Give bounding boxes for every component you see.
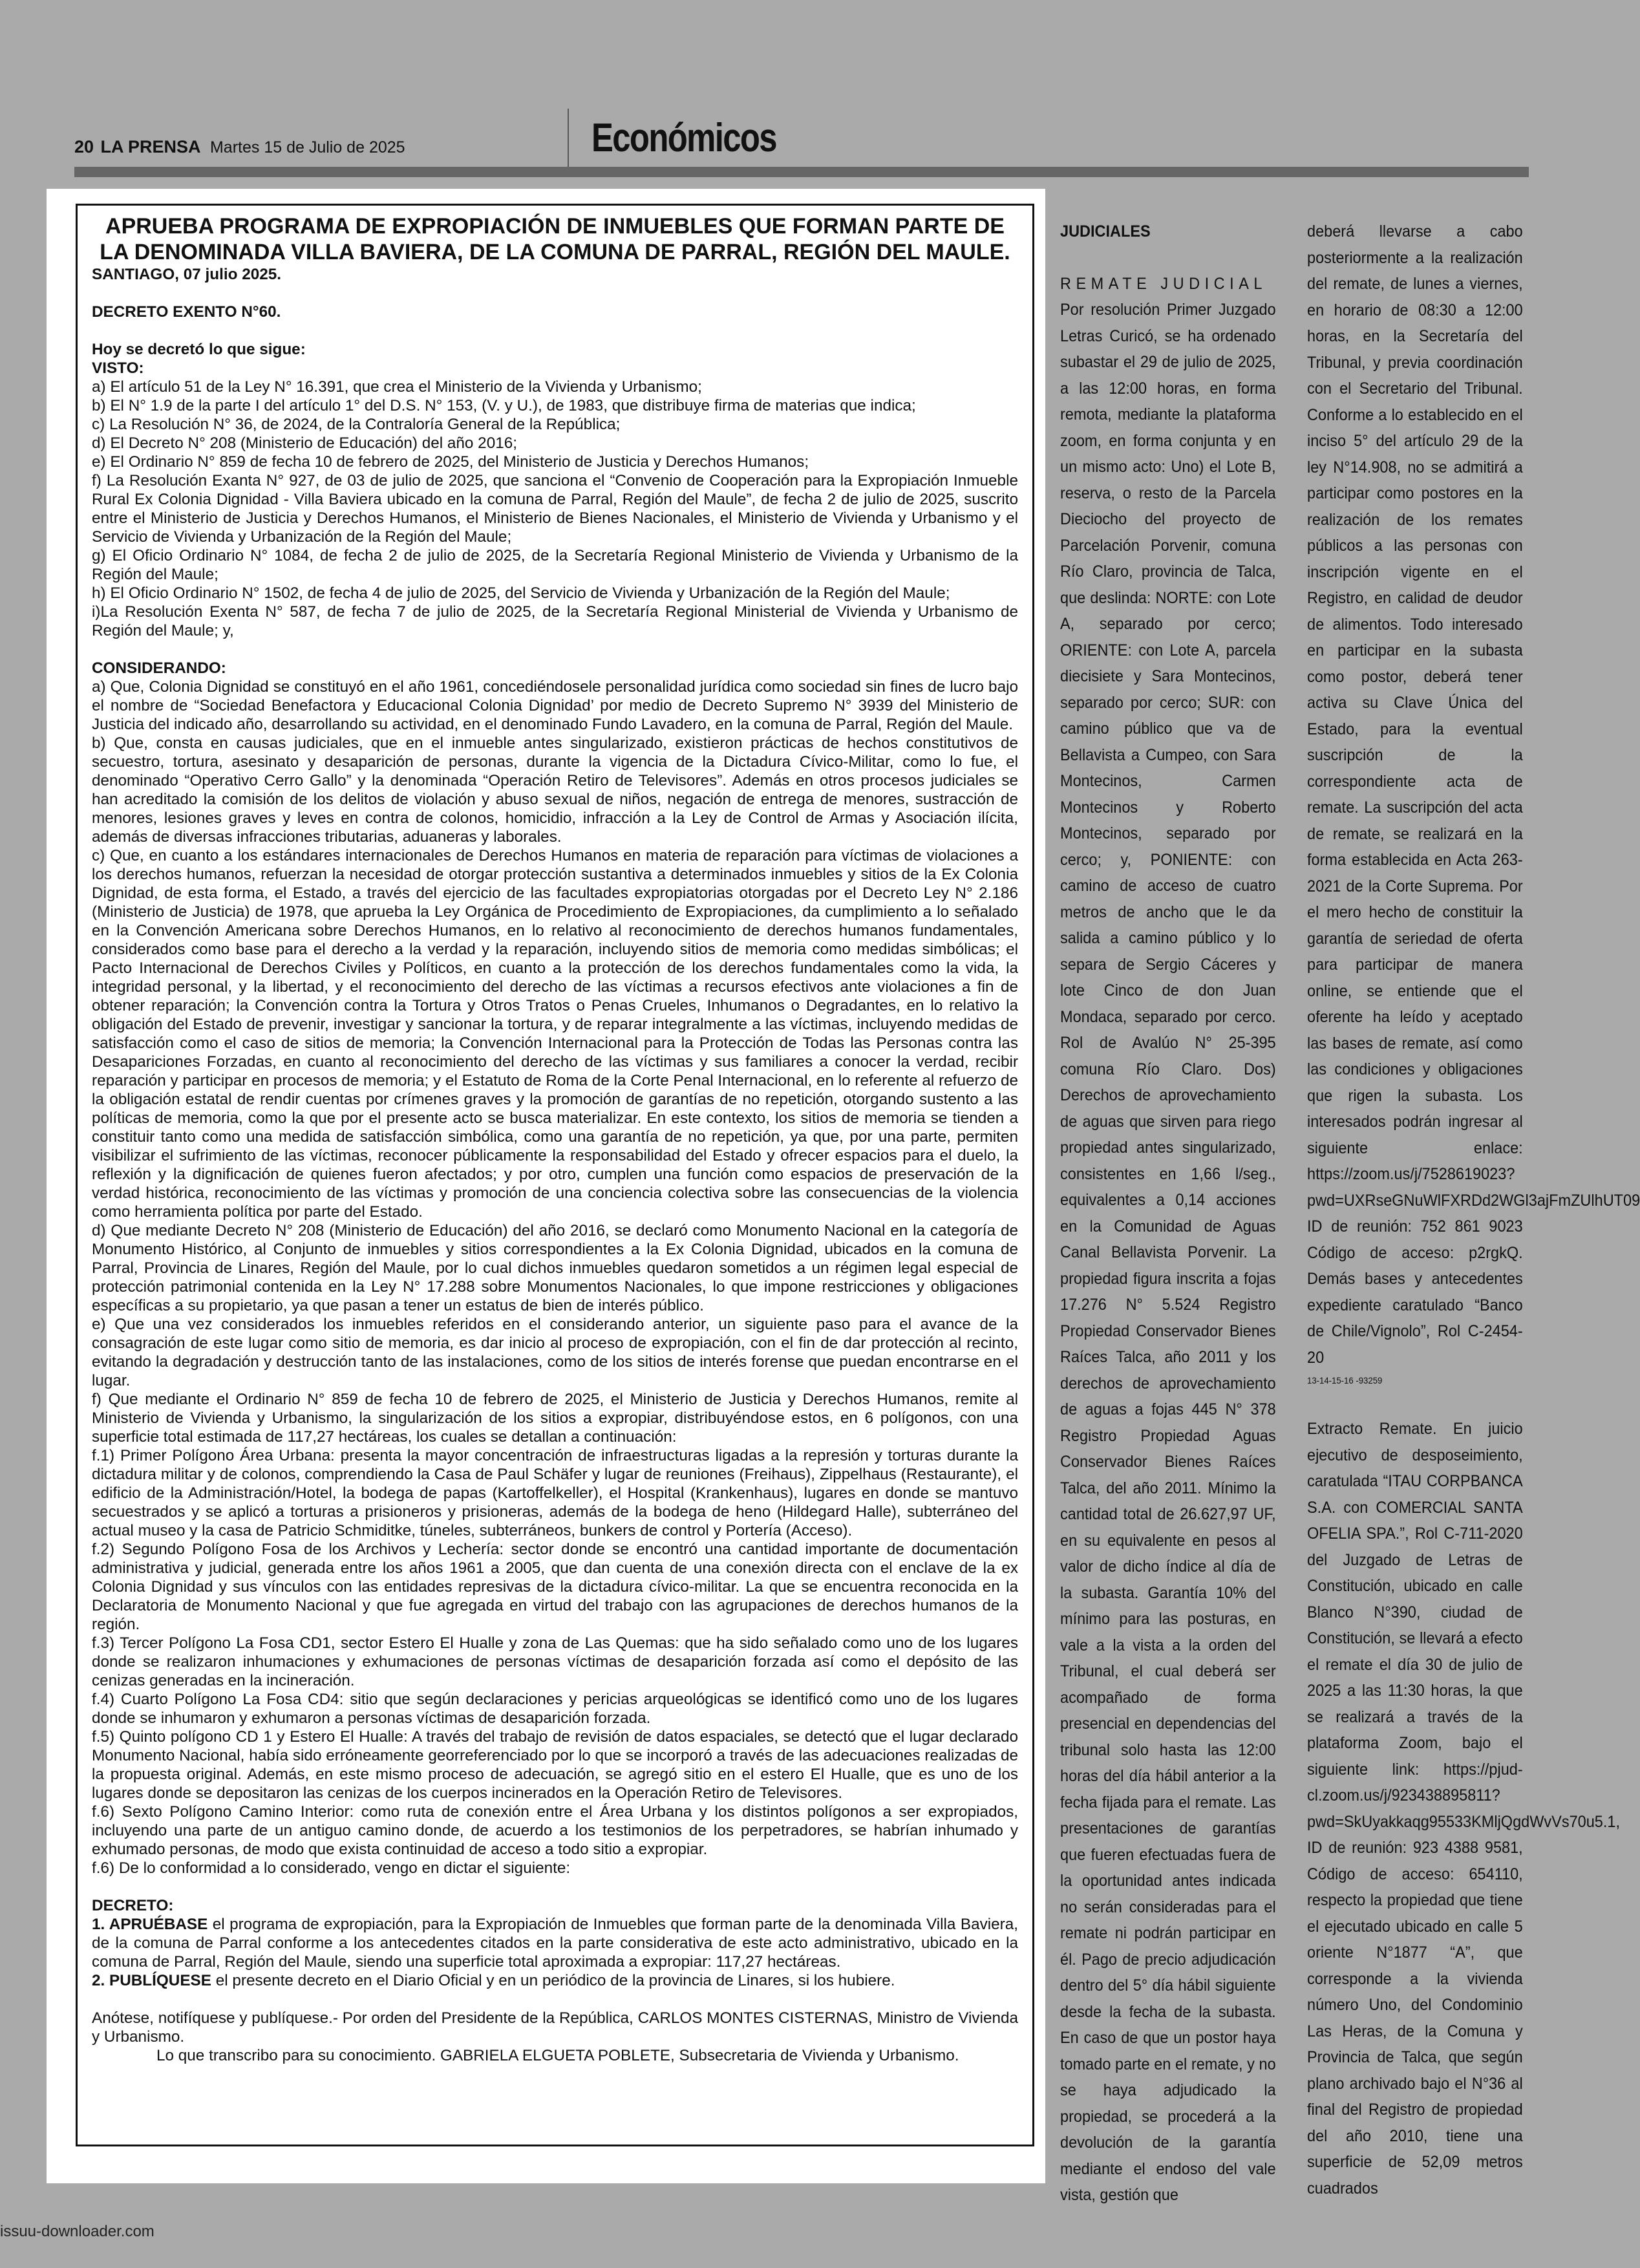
visto-item: c) La Resolución N° 36, de 2024, de la Contraloría General de la República; bbox=[92, 416, 621, 433]
decreto-article-2-text: el presente decreto en el Diario Oficial y en un periódico de la provincia de Linares, si los hubiere. bbox=[211, 1972, 895, 1989]
considerando-item: a) Que, Colonia Dignidad se constituyó en el año 1961, concediéndosele personalidad jurídica como sociedad sin fines de lucro bajo el nombre de “Sociedad Benefactora y Educacional Colonia Dignidad’ por medio de Decreto Supremo N° 3939 del Ministerio de Justicia del indicado año, desarrollando su actividad, en el denominado Fundo Lavadero, en la comuna de Parral, Región del Maule. bbox=[92, 678, 1018, 733]
section-title: Económicos bbox=[591, 116, 776, 160]
considerando-item: c) Que, en cuanto a los estándares internacionales de Derechos Humanos en materia de reparación para víctimas de violaciones a los derechos humanos, refuerzan la necesidad de otorgar protección sustantiva a determinados inmuebles y sitios de la Ex Colonia Dignidad, de esta forma, el Estado, a través del ejercicio de las facultades expropiatorias otorgadas por el Decreto Ley N° 2.186 (Ministerio de Justicia) de 1978, que aprueba la Ley Orgánica de Procedimiento de Expropiaciones, da cumplimiento a lo señalado en la Convención Americana sobre Derechos Humanos, en lo relativo al reconocimiento de derechos humanos fundamentales, considerados como base para el derecho a la verdad y la reparación, incluyendo sitios de memoria como medidas simbólicas; el Pacto Internacional de Derechos Civiles y Políticos, en cuanto a la protección de los derechos fundamentales como la vida, la integridad personal, y la libertad, y el reconocimiento del derecho de las víctimas a recursos efectivos ante violaciones a fin de obtener reparación; la Convención contra la Tortura y Otros Tratos o Penas Crueles, Inhumanos o Degradantes, en lo relativo la obligación del Estado de prevenir, investigar y sancionar la tortura, y de reparar integralmente a las víctimas, incluyendo medidas de satisfacción como el caso de sitios de memoria; la Convención Internacional para la Protección de Todas las Personas contra las Desapariciones Forzadas, en cuanto al reconocimiento del derecho de las víctimas y sus familiares a conocer la verdad, recibir reparación y participar en procesos de memoria; y el Estatuto de Roma de la Corte Penal Internacional, en lo referente al refuerzo de la obligación estatal de rendir cuentas por crímenes graves y la promoción de garantías de no repetición, otorgando sustento a las políticas de memoria, como la que por el presente acto se busca materializar. En este contexto, los sitios de memoria se tienden a constituir tanto como una medida de satisfacción simbólica, como una garantía de no repetición, ya que, por una parte, permiten visibilizar el sufrimiento de las víctimas, reconocer públicamente la responsabilidad del Estado y ofrecer espacios para el duelo, la reflexión y la dignificación de quienes fueron afectados; y por otro, cumplen una función como espacios de preservación de la verdad histórica, reconocimiento de las víctimas y promoción de una conciencia colectiva sobre las consecuencias de la violencia como herramienta política por parte del Estado. bbox=[92, 847, 1018, 1221]
considerando-item: f) Que mediante el Ordinario N° 859 de fecha 10 de febrero de 2025, el Ministerio de Justicia y Derechos Humanos, remite al Ministerio de Vivienda y Urbanismo, la singularización de los sitios a expropiar, distribuyéndose estos, en 6 polígonos, con una superficie total estimada de 117,27 hectáreas, los cuales se detallan a continuación: bbox=[92, 1391, 1018, 1446]
visto-label: VISTO: bbox=[92, 359, 144, 377]
header-rule bbox=[74, 167, 1529, 177]
considerando-label: CONSIDERANDO: bbox=[92, 659, 226, 677]
decree-title: APRUEBA PROGRAMA DE EXPROPIACIÓN DE INMUEBLES QUE FORMAN PARTE DE LA DENOMINADA VILLA BAVIERA, DE LA COMUNA DE PARRAL, REGIÓN DEL MAULE. bbox=[100, 214, 1010, 264]
decreto-article-2-lead: 2. PUBLÍQUESE bbox=[92, 1972, 211, 1989]
ad-reference-code: 13-14-15-16 -93259 bbox=[1307, 1375, 1383, 1385]
decree-place-date: SANTIAGO, 07 julio 2025. bbox=[92, 266, 281, 283]
decree-number: DECRETO EXENTO N°60. bbox=[92, 303, 281, 321]
decreto-article-1 bbox=[92, 1915, 1018, 1971]
decree-intro: Hoy se decretó lo que sigue: bbox=[92, 341, 306, 358]
considerando-item: f.1) Primer Polígono Área Urbana: presenta la mayor concentración de infraestructuras ligadas a la represión y torturas durante la dictadura militar y de colonos, comprendiendo la Casa de Paul Schäfer y lugar de reuniones (Freihaus), Zippelhaus (Restaurante), el edificio de la Administración/Hotel, la bodega de papas (Kartoffelkeller), el Hospital (Krankenhaus), lugares en donde se mantuvo secuestrados y se aplicó a torturas a prisioneros y prisioneras, además de la bodega de heno (Hildegard Halle), subterráneo del actual museo y la casa de Patricio Schmiditke, túneles, subterráneos, bunkers de control y Portería (Acceso). bbox=[92, 1447, 1018, 1539]
considerando-item: f.6) De lo conformidad a lo considerado, vengo en dictar el siguiente: bbox=[92, 1859, 571, 1877]
visto-item: f) La Resolución Exanta N° 927, de 03 de julio de 2025, que sanciona el “Convenio de Cooperación para la Expropiación Inmueble Rural Ex Colonia Dignidad - Villa Baviera ubicado en la comuna de Parral, Región del Maule”, de fecha 2 de julio de 2025, suscrito entre el Ministerio de Justicia y Derechos Humanos, el Ministerio de Bienes Nacionales, el Ministerio de Vivienda y Urbanismo y el Servicio de Vivienda y Urbanización de la Región del Maule; bbox=[92, 472, 1018, 546]
classifieds-column-2 bbox=[1307, 219, 1640, 2201]
decreto-label: DECRETO: bbox=[92, 1897, 174, 1914]
remate-label: REMATE JUDICIAL bbox=[1060, 274, 1267, 293]
considerando-item: f.4) Cuarto Polígono La Fosa CD4: sitio que según declaraciones y pericias arqueológicas se identificó como uno de los lugares donde se inhumaron y exhumaron a personas víctimas de desaparición forzada. bbox=[92, 1691, 1018, 1727]
considerando-item: b) Que, consta en causas judiciales, que en el inmueble antes singularizado, existieron prácticas de hechos constitutivos de secuestro, tortura, asesinato y desaparición de personas, durante la vigencia de la Dictadura Cívico-Militar, como lo fue, el denominado “Operativo Cerro Gallo” y la denominada “Operación Retiro de Televisores”. Además en otros procesos judiciales se han acreditado la comisión de los delitos de violación y abuso sexual de niños, negación de entrega de menores, sustracción de menores, lesiones graves y leves en contra de colonos, homicidio, infracción a la Ley de Control de Armas y Asociación ilícita, además de diversas infracciones tributarias, aduaneras y laborales. bbox=[92, 734, 1018, 846]
decree-content bbox=[92, 213, 1018, 2065]
visto-item: b) El N° 1.9 de la parte I del artículo 1° del D.S. N° 153, (V. y U.), de 1983, que distribuye firma de materias que indica; bbox=[92, 397, 916, 414]
judiciales-heading: JUDICIALES bbox=[1060, 222, 1151, 241]
publication-name: LA PRENSA bbox=[100, 137, 201, 156]
header-divider bbox=[568, 109, 569, 167]
visto-item: e) El Ordinario N° 859 de fecha 10 de febrero de 2025, del Ministerio de Justicia y Derechos Humanos; bbox=[92, 453, 809, 471]
page-header bbox=[74, 137, 405, 157]
visto-item: g) El Oficio Ordinario N° 1084, de fecha 2 de julio de 2025, de la Secretaría Regional Ministerio de Vivienda y Urbanismo de la Región del Maule; bbox=[92, 547, 1018, 583]
visto-item: i)La Resolución Exenta N° 587, de fecha 7 de julio de 2025, de la Secretaría Regional Ministerial de Vivienda y Urbanismo de Región del Maule; y, bbox=[92, 603, 1018, 639]
page-number: 20 bbox=[74, 137, 94, 156]
considerando-item: f.5) Quinto polígono CD 1 y Estero El Hualle: A través del trabajo de revisión de datos espaciales, se detectó que el lugar declarado Monumento Nacional, había sido erróneamente georreferenciado por lo que se incorporó a través de las adecuaciones realizadas de la propuesta original. Además, en este mismo proceso de adecuación, se agregó sitio en el estero El Hualle, que es uno de los lugares donde se depositaron las cenizas de los cuerpos incinerados en la Operación Retiro de Televisores. bbox=[92, 1728, 1018, 1802]
visto-item: a) El artículo 51 de la Ley N° 16.391, que crea el Ministerio de la Vivienda y Urbanismo; bbox=[92, 378, 702, 396]
decree-transcribe: Lo que transcribo para su conocimiento. GABRIELA ELGUETA POBLETE, Subsecretaria de Vivienda y Urbanismo. bbox=[156, 2047, 959, 2064]
considerando-item: f.2) Segundo Polígono Fosa de los Archivos y Lechería: sector donde se encontró una cantidad importante de documentación administrativa y judicial, generada entre los años 1961 a 2005, que dan cuenta de una conexión directa con el enclave de la ex Colonia Dignidad y sus vínculos con las entidades represivas de la dictadura cívico-militar. La que se encuentra reconocida en la Declaratoria de Monumento Nacional y que fue agregada en virtud del trabajo con las agrupaciones de derechos humanos de la región. bbox=[92, 1541, 1018, 1633]
considerando-item: f.6) Sexto Polígono Camino Interior: como ruta de conexión entre el Área Urbana y los distintos polígonos a ser expropiados, incluyendo una parte de un antiguo camino donde, de acuerdo a los testimonios de los perpetradores, se habrían inhumado y exhumado personas, de modo que exista continuidad de acceso a todo sitio a expropiar. bbox=[92, 1803, 1018, 1858]
visto-item: d) El Decreto N° 208 (Ministerio de Educación) del año 2016; bbox=[92, 434, 517, 452]
decree-box bbox=[76, 204, 1034, 2146]
considerando-item: e) Que una vez considerados los inmuebles referidos en el considerando anterior, un siguiente paso para el avance de la consagración de este lugar como sitio de memoria, es dar inicio al proceso de expropiación, con el fin de dar protección al recinto, evitando la degradación y destrucción tanto de las instalaciones, como de los sitios de interés forense que puedan encontrarse en el lugar. bbox=[92, 1316, 1018, 1389]
decreto-article-1-text: el programa de expropiación, para la Expropiación de Inmuebles que forman parte de la denominada Villa Baviera, de la comuna de Parral conforme a los antecedentes citados en la parte considerativa de este acto administrativo, ubicado en la comuna de Parral, Región del Maule, siendo una superficie total aproximada a expropiar: 117,27 hectáreas. bbox=[92, 1916, 1018, 1971]
visto-item: h) El Oficio Ordinario N° 1502, de fecha 4 de julio de 2025, del Servicio de Vivienda y Urbanización de la Región del Maule; bbox=[92, 584, 950, 602]
watermark: issuu-downloader.com bbox=[0, 2223, 154, 2240]
extracto-remate: Extracto Remate. En juicio ejecutivo de desposeimiento, caratulada “ITAU CORPBANCA S.A. con COMERCIAL SANTA OFELIA SPA.”, Rol C-711-2020 del Juzgado de Letras de Constitución, ubicado en calle Blanco N°390, ciudad de Constitución, se llevará a efecto el remate el día 30 de julio de 2025 a las 11:30 horas, la que se realizará a través de la plataforma Zoom, bajo el siguiente link: https://pjud-cl.zoom.us/j/923438895811? pwd=SkUyakkaqg95533KMljQgdWvVs70u5.1, ID de reunión: 923 4388 9581, Código de acceso: 654110, respecto la propiedad que tiene el ejecutado ubicado en calle 5 oriente N°1877 “A”, que corresponde a la vivienda número Uno, del Condominio Las Heras, de la Comuna y Provincia de Talca, que según plano archivado bajo el N°36 al final del Registro de propiedad del año 2010, tiene una superficie de 52,09 metros cuadrados bbox=[1307, 1420, 1620, 2198]
remate-text: Por resolución Primer Juzgado Letras Curicó, se ha ordenado subastar el 29 de julio de 2025, a las 12:00 horas, en forma remota, mediante la plataforma zoom, en forma conjunta y en un mismo acto: Uno) el Lote B, reserva, o resto de la Parcela Dieciocho del proyecto de Parcelación Porvenir, comuna Río Claro, provincia de Talca, que deslinda: NORTE: con Lote A, separado por cerco; ORIENTE: con Lote A, parcela diecisiete y Sara Montecinos, separado por cerco; SUR: con camino público que va de Bellavista a Cumpeo, con Sara Montecinos, Carmen Montecinos y Roberto Montecinos, separado por cerco; y, PONIENTE: con camino de acceso de cuatro metros de ancho que le da salida a camino público y lo separa de Sergio Cáceres y lote Cinco de don Juan Mondaca, separado por cerco. Rol de Avalúo N° 25-395 comuna Río Claro. Dos) Derechos de aprovechamiento de aguas que sirven para riego propiedad antes singularizado, consistentes en 1,66 l/seg., equivalentes a 0,14 acciones en la Comunidad de Aguas Canal Bellavista Porvenir. La propiedad figura inscrita a fojas 17.276 N° 5.524 Registro Propiedad Conservador Bienes Raíces Talca, año 2011 y los derechos de aprovechamiento de aguas a fojas 445 N° 378 Registro Propiedad Aguas Conservador Bienes Raíces Talca, del año 2011. Mínimo la cantidad total de 26.627,97 UF, en su equivalente en pesos al valor de dicho índice al día de la subasta. Garantía 10% del mínimo para las posturas, en vale a la vista a la orden del Tribunal, el cual deberá ser acompañado de forma presencial en dependencias del tribunal solo hasta las 12:00 horas del día hábil anterior a la fecha fijada para el remate. Las presentaciones de garantías que fueren efectuadas fuera de la oportunidad antes indicada no serán consideradas para el remate ni podrán participar en él. Pago de precio adjudicación dentro del 5° día hábil siguiente desde la fecha de la subasta. En caso de que un postor haya tomado parte en el remate, y no se haya adjudicado la propiedad, se procederá a la devolución de la garantía mediante el endoso del vale vista, gestión que bbox=[1060, 301, 1276, 2204]
considerando-item: f.3) Tercer Polígono La Fosa CD1, sector Estero El Hualle y zona de Las Quemas: que ha sido señalado como uno de los lugares donde se realizaron inhumaciones y exhumaciones de personas víctimas de desaparición forzada así como el depósito de las cenizas generadas en la incineración. bbox=[92, 1634, 1018, 1689]
issue-date: Martes 15 de Julio de 2025 bbox=[209, 138, 405, 156]
decreto-article-1-lead: 1. APRUÉBASE bbox=[92, 1916, 208, 1933]
decree-closing: Anótese, notifíquese y publíquese.- Por orden del Presidente de la República, CARLOS MONTES CISTERNAS, Ministro de Vivienda y Urbanismo. bbox=[92, 2009, 1018, 2046]
classifieds-column-1 bbox=[1060, 219, 1276, 2209]
decreto-article-2 bbox=[92, 1971, 1018, 1990]
considerando-item: d) Que mediante Decreto N° 208 (Ministerio de Educación) del año 2016, se declaró como Monumento Nacional en la categoría de Monumento Histórico, al Conjunto de inmuebles y sitios correspondientes a la Ex Colonia Dignidad, ubicados en la comuna de Parral, Provincia de Linares, Región del Maule, por lo cual dichos inmuebles quedaron sometidos a un régimen legal especial de protección patrimonial contenida en la Ley N° 17.288 sobre Monumentos Nacionales, lo que impone restricciones y obligaciones específicas a su propietario, ya que pasan a tener un estatus de bien de interés público. bbox=[92, 1222, 1018, 1314]
remate-text-continued: deberá llevarse a cabo posteriormente a la realización del remate, de lunes a viernes, en horario de 08:30 a 12:00 horas, en la Secretaría del Tribunal, y previa coordinación con el Secretario del Tribunal. Conforme a lo establecido en el inciso 5° del artículo 29 de la ley N°14.908, no se admitirá a participar como postores en la realización de los remates públicos a las personas con inscripción vigente en el Registro, en calidad de deudor de alimentos. Todo interesado en participar en la subasta como postor, deberá tener activa su Clave Única del Estado, para la eventual suscripción de la correspondiente acta de remate. La suscripción del acta de remate, se realizará en la forma establecida en Acta 263-2021 de la Corte Suprema. Por el mero hecho de constituir la garantía de seriedad de oferta para participar de manera online, se entiende que el oferente ha leído y aceptado las bases de remate, así como las condiciones y obligaciones que rigen la subasta. Los interesados podrán ingresar al siguiente enlace: https://zoom.us/j/7528619023?pwd=UXRseGNuWlFXRDd2WGl3ajFmZUlhUT09 ID de reunión: 752 861 9023 Código de acceso: p2rgkQ. Demás bases y antecedentes expediente caratulado “Banco de Chile/Vignolo”, Rol C-2454-20 bbox=[1307, 222, 1640, 1367]
